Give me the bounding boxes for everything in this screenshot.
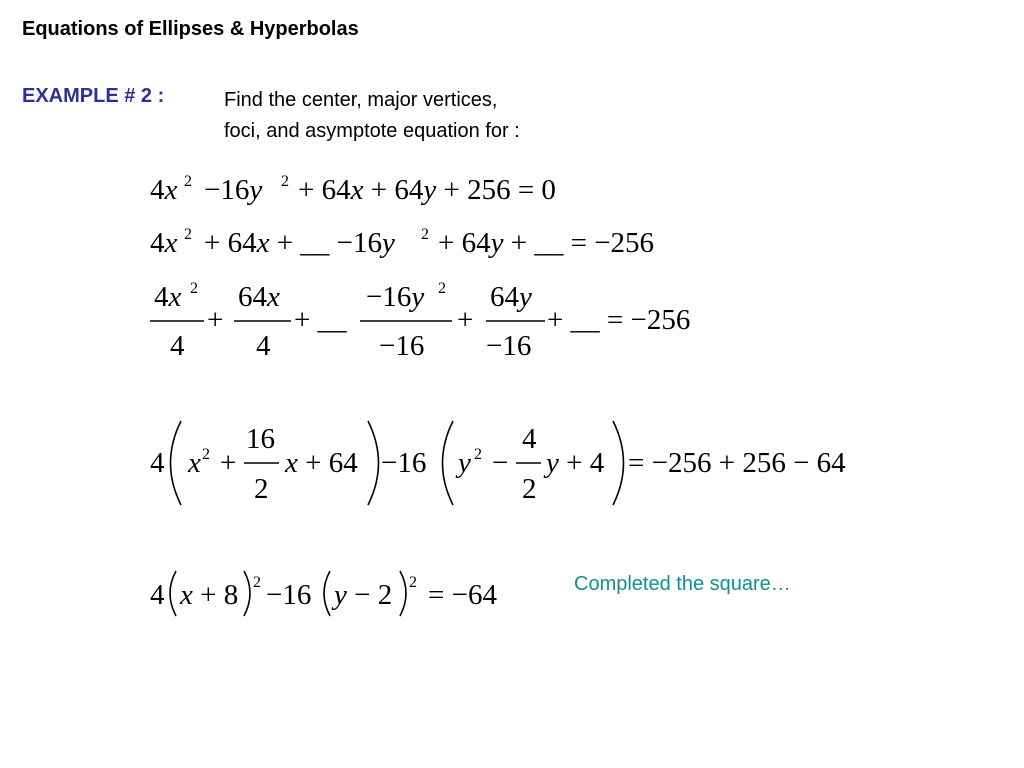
svg-text:2: 2	[438, 280, 446, 297]
svg-text:2: 2	[474, 446, 482, 463]
prompt-line-1: Find the center, major vertices,	[224, 89, 498, 111]
svg-text:2: 2	[184, 226, 192, 243]
svg-text:4: 4	[150, 447, 165, 479]
svg-text:2: 2	[184, 173, 192, 190]
svg-text:+ __: + __	[294, 304, 347, 336]
svg-text:x + 64: x + 64	[285, 447, 358, 479]
svg-text:2: 2	[202, 446, 210, 463]
svg-text:−16y: −16y	[204, 174, 263, 206]
svg-text:4: 4	[256, 330, 271, 362]
svg-text:+ __ = −256: + __ = −256	[547, 304, 691, 336]
svg-text:2: 2	[253, 574, 261, 591]
svg-text:2: 2	[522, 473, 537, 505]
svg-text:64x: 64x	[238, 281, 280, 313]
svg-text:= −256 + 256 − 64: = −256 + 256 − 64	[628, 447, 846, 479]
equation-1	[150, 173, 556, 206]
equation-5	[150, 571, 497, 616]
svg-text:−16: −16	[381, 447, 427, 479]
svg-text:= −64: = −64	[428, 579, 497, 611]
svg-text:−: −	[492, 447, 509, 479]
svg-text:y + 4: y + 4	[546, 447, 605, 479]
svg-text:4: 4	[170, 330, 185, 362]
svg-text:+: +	[207, 304, 224, 336]
svg-text:4: 4	[150, 579, 165, 611]
completed-square-note: Completed the square…	[574, 573, 791, 595]
svg-text:2: 2	[421, 226, 429, 243]
svg-text:x: x	[188, 447, 201, 479]
svg-text:−16: −16	[379, 330, 425, 362]
svg-text:y − 2: y − 2	[334, 579, 393, 611]
svg-text:2: 2	[409, 574, 417, 591]
svg-text:−16y: −16y	[366, 281, 425, 313]
svg-text:2: 2	[190, 280, 198, 297]
svg-text:y: y	[458, 447, 471, 479]
svg-text:+ 64x + __ −16y: + 64x + __ −16y	[204, 227, 395, 259]
svg-text:2: 2	[254, 473, 269, 505]
svg-text:−16: −16	[266, 579, 312, 611]
prompt-line-2: foci, and asymptote equation for :	[224, 120, 520, 142]
equation-4	[150, 421, 846, 505]
svg-text:+ 64y + __ = −256: + 64y + __ = −256	[438, 227, 655, 259]
svg-text:16: 16	[246, 423, 275, 455]
svg-text:4x: 4x	[150, 174, 178, 206]
svg-text:+ 64x + 64y + 256 = 0: + 64x + 64y + 256 = 0	[298, 174, 556, 206]
svg-text:2: 2	[281, 173, 289, 190]
slide-title: Equations of Ellipses & Hyperbolas	[22, 18, 359, 40]
svg-text:+: +	[220, 447, 237, 479]
example-label: EXAMPLE # 2 :	[22, 85, 165, 107]
equation-2	[150, 226, 654, 259]
svg-text:4x: 4x	[150, 227, 178, 259]
svg-text:64y: 64y	[490, 281, 532, 313]
svg-text:x + 8: x + 8	[180, 579, 239, 611]
equation-3	[150, 280, 690, 362]
svg-text:+: +	[457, 304, 474, 336]
svg-text:4: 4	[522, 423, 537, 455]
svg-text:4x: 4x	[154, 281, 182, 313]
svg-text:−16: −16	[486, 330, 532, 362]
